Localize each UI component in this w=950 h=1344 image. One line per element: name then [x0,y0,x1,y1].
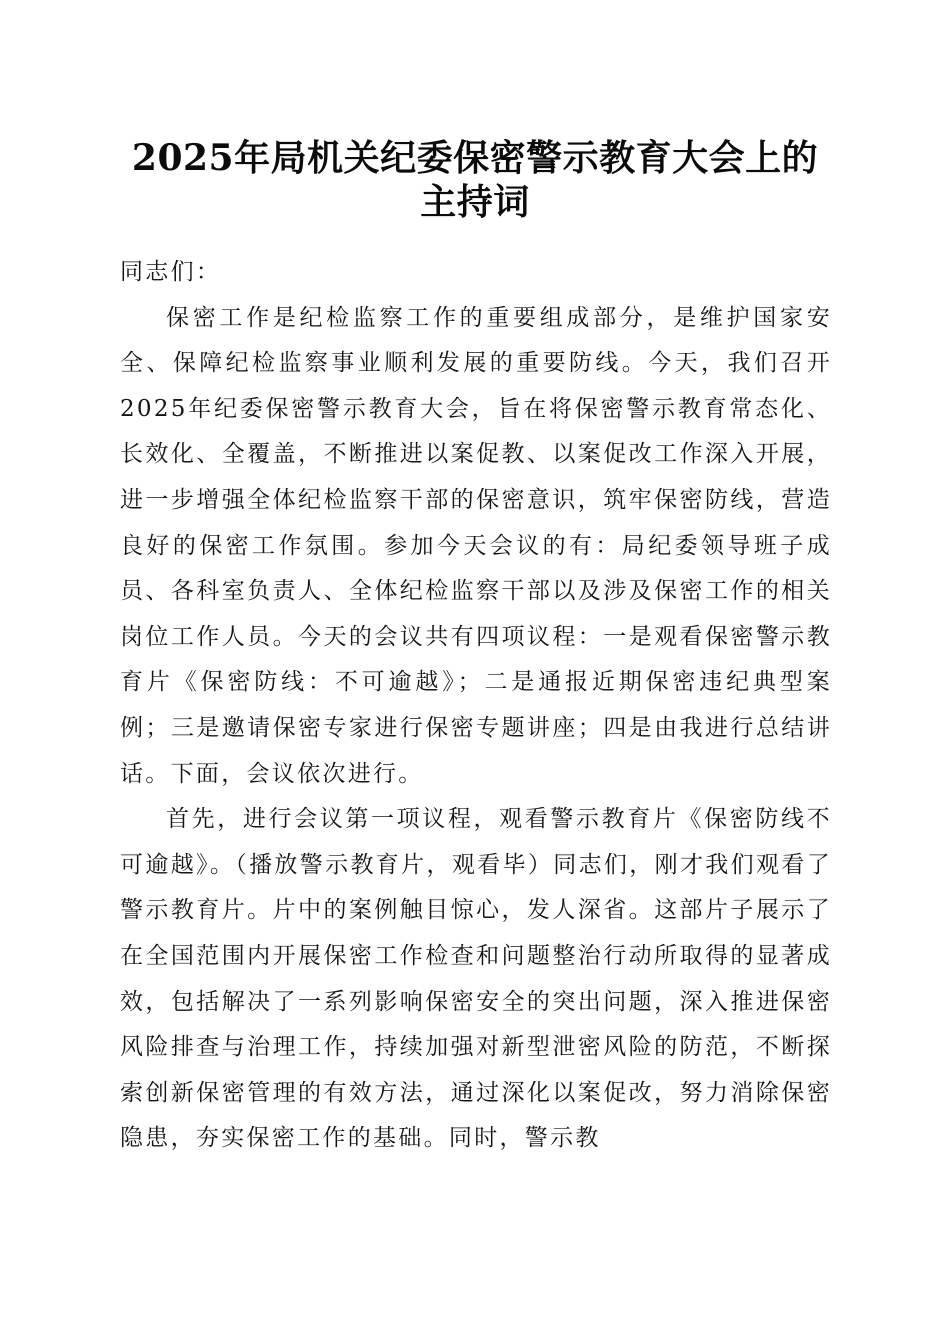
document-title: 2025年局机关纪委保密警示教育大会上的主持词 [131,137,819,223]
paragraph-agenda-one: 首先，进行会议第一项议程，观看警示教育片《保密防线不可逾越》。（播放警示教育片，观看毕）同志们，刚才我们观看了警示教育片。片中的案例触目惊心，发人深省。这部片子展示了在全国范围内开展保密工作检查和问题整治行动所取得的显著成效，包括解决了一系列影响保密安全的突出问题，深入推进保密风险排查与治理工作，持续加强对新型泄密风险的防范，不断探索创新保密管理的有效方法，通过深化以案促改，努力消除保密隐患，夯实保密工作的基础。同时，警示教 [120,806,832,1152]
document-body [120,250,832,1162]
salutation: 同志们： [120,259,222,285]
paragraph-opening: 保密工作是纪检监察工作的重要组成部分，是维护国家安全、保障纪检监察事业顺利发展的重要防线。今天，我们召开2025年纪委保密警示教育大会，旨在将保密警示教育常态化、长效化、全覆盖，不断推进以案促教、以案促改工作深入开展，进一步增强全体纪检监察干部的保密意识，筑牢保密防线，营造良好的保密工作氛围。参加今天会议的有：局纪委领导班子成员、各科室负责人、全体纪检监察干部以及涉及保密工作的相关岗位工作人员。今天的会议共有四项议程：一是观看保密警示教育片《保密防线：不可逾越》；二是通报近期保密违纪典型案例；三是邀请保密专家进行保密专题讲座；四是由我进行总结讲话。下面，会议依次进行。 [120,304,832,787]
